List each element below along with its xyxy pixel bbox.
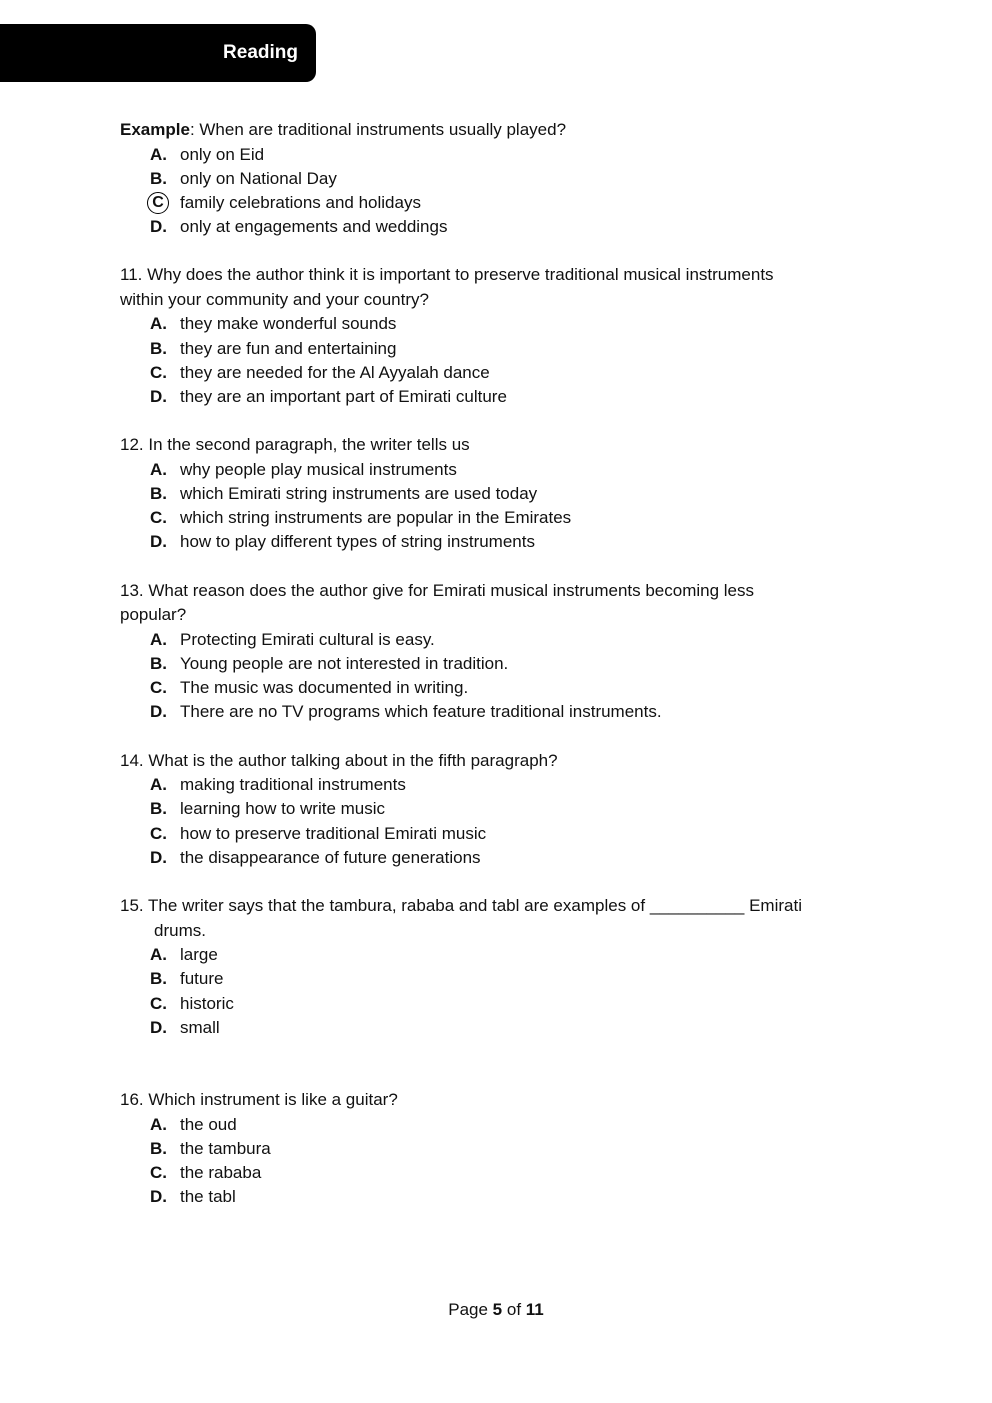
question-list [120,118,880,1210]
option-c: C. which string instruments are popular in the Emirates [150,508,572,528]
question-stem: 16. Which instrument is like a guitar? [120,1090,398,1110]
option-c: C. the rababa [150,1163,262,1183]
option-b: B. Young people are not interested in tradition. [150,654,509,673]
example-text: : When are traditional instruments usually played? [189,120,567,139]
option-list [120,773,880,870]
question-14 [120,749,880,870]
question-stem: 14. What is the author talking about in the fifth paragraph? [120,750,558,770]
option-b: B. which Emirati string instruments are used today [150,484,538,504]
option-b: B. future [150,969,224,989]
option-c: C. historic [150,993,234,1013]
example-question [120,118,880,239]
option-d: D. only at engagements and weddings [150,217,448,237]
option-d: D. the tabl [150,1187,236,1207]
option-list [120,143,880,240]
option-b: B. only on National Day [150,168,337,188]
question-stem [120,118,880,143]
option-d: D. small [150,1017,220,1037]
question-stem: 15. The writer says that the tambura, rababa and tabl are examples of __________ Emirati drums. [120,896,802,940]
option-list [120,312,880,409]
option-b: B. they are fun and entertaining [150,338,397,358]
option-list [120,628,880,725]
option-d: D. how to play different types of string instruments [150,532,535,552]
option-a: A. large [150,945,218,965]
question-stem: 11. Why does the author think it is important to preserve traditional musical instruments within your community and your country? [120,265,774,309]
question-12 [120,433,880,554]
option-a: A. why people play musical instruments [150,459,457,479]
option-d: D. There are no TV programs which feature traditional instruments. [150,702,662,722]
question-11 [120,263,880,409]
option-d: D. the disappearance of future generations [150,847,481,867]
circled-answer-marker: C [147,192,169,214]
option-c: C. how to preserve traditional Emirati music [150,823,487,843]
option-c: C. they are needed for the Al Ayyalah dance [150,362,490,382]
option-list [120,1113,880,1210]
option-a: A. making traditional instruments [150,775,406,795]
question-15 [120,894,880,1040]
section-label: Reading [223,42,298,63]
option-list [120,458,880,555]
option-c-answer: C family celebrations and holidays [120,191,880,215]
question-16 [120,1088,880,1209]
option-a: A. the oud [150,1114,237,1134]
question-stem: 13. What reason does the author give for Emirati musical instruments becoming less popular? [120,580,755,625]
option-a: A. they make wonderful sounds [150,314,397,334]
current-page: 5 [492,1300,503,1319]
total-pages: 11 [525,1300,544,1319]
option-a: A. Protecting Emirati cultural is easy. [150,629,435,649]
option-d: D. they are an important part of Emirati culture [150,387,507,406]
option-a: A. only on Eid [150,144,265,164]
section-tab [0,24,316,82]
page-number: Page 5 of 11 [448,1300,544,1319]
option-list [120,943,880,1040]
question-13 [120,579,880,725]
option-b: B. the tambura [150,1139,271,1159]
option-b: B. learning how to write music [150,799,386,819]
question-stem: 12. In the second paragraph, the writer tells us [120,435,470,455]
example-label: Example [120,120,190,139]
option-c: C. The music was documented in writing. [150,678,469,698]
